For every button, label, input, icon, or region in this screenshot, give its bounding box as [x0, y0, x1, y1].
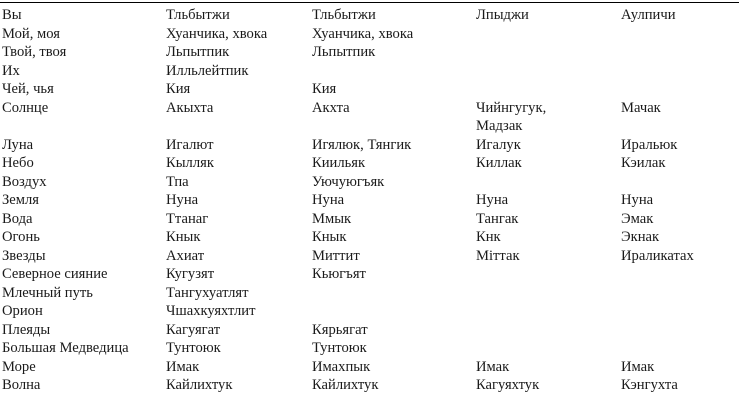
- dialect-1-cell: Кайлихтук: [166, 377, 233, 393]
- russian-cell: Плеяды: [2, 321, 51, 338]
- dialect-3-cell: Чийнгугук, Мадзак: [476, 99, 547, 134]
- dialect-1-cell: Игалют: [166, 136, 214, 153]
- russian-cell: Солнце: [2, 99, 49, 116]
- dialect-4-cell: Имак: [621, 358, 655, 375]
- header-cell-russian: Вы: [2, 7, 22, 23]
- dialect-3-cell: [476, 265, 621, 284]
- dialect-4-cell: [621, 265, 739, 284]
- russian-cell: Луна: [2, 136, 34, 153]
- russian-cell: Орион: [2, 303, 43, 319]
- dialect-1-cell: Ттанаг: [166, 210, 209, 227]
- dialect-3-cell: Кнк: [476, 229, 501, 245]
- table-row: [2, 80, 739, 99]
- dialect-4-cell: Иральюк: [621, 136, 678, 153]
- dialect-1-cell: Кугузят: [166, 266, 215, 282]
- dialect-1-cell: Чшахкуяхтлит: [166, 303, 256, 319]
- dialect-2-cell: Киильяк: [312, 155, 366, 171]
- dialect-3-cell: Имак: [476, 358, 510, 375]
- russian-cell: Воздух: [2, 173, 47, 190]
- dialect-4-cell: Ираликатах: [621, 247, 694, 264]
- dialect-4-cell: [621, 62, 739, 81]
- table-row: [2, 154, 739, 173]
- table-row: [2, 43, 739, 62]
- dialect-3-cell: [476, 25, 621, 44]
- table-row: [2, 210, 739, 229]
- header-cell-dialect-2: Тльбытжи: [312, 7, 376, 23]
- dialect-4-cell: Кэнгухта: [621, 377, 678, 393]
- dialect-2-cell: [312, 62, 476, 81]
- dialect-1-cell: Тпа: [166, 173, 189, 190]
- dialect-4-cell: [621, 321, 739, 340]
- dialect-3-cell: [476, 80, 621, 99]
- dialect-2-cell: Миттит: [312, 247, 360, 264]
- russian-cell: Море: [2, 358, 36, 375]
- table-row: [2, 284, 739, 303]
- dialect-2-cell: Кия: [312, 81, 337, 97]
- dialect-3-cell: Киллак: [476, 155, 522, 171]
- russian-cell: Звезды: [2, 247, 46, 264]
- table-row: [2, 247, 739, 266]
- dialect-1-cell: Ахиат: [166, 247, 205, 264]
- dialect-3-cell: [476, 62, 621, 81]
- table-row: [2, 173, 739, 192]
- dialect-4-cell: [621, 25, 739, 44]
- dialect-1-cell: Кылляк: [166, 155, 214, 171]
- dialect-2-cell: Кярьягат: [312, 321, 368, 338]
- dialect-4-cell: Эмак: [621, 210, 654, 227]
- table-row: [2, 99, 739, 136]
- table-row: [2, 302, 739, 321]
- table-row: [2, 321, 739, 340]
- dialect-3-cell: [476, 284, 621, 303]
- dialect-4-cell: [621, 173, 739, 192]
- dialect-2-cell: Нуна: [312, 192, 345, 208]
- dialect-2-cell: Акхта: [312, 99, 350, 116]
- dialect-2-cell: [312, 302, 476, 321]
- dialect-4-cell: [621, 339, 739, 358]
- dialect-3-cell: [476, 302, 621, 321]
- dialect-4-cell: [621, 43, 739, 62]
- dialect-1-cell: Кнык: [166, 229, 201, 245]
- header-cell-dialect-1: Тльбытжи: [166, 7, 230, 23]
- russian-cell: Вода: [2, 210, 33, 227]
- dialect-1-cell: Тунтоюк: [166, 340, 221, 356]
- dialect-3-cell: [476, 43, 621, 62]
- header-cell-dialect-4: Аулпичи: [621, 7, 676, 23]
- dialect-2-cell: Игялюк, Тянгик: [312, 136, 412, 153]
- russian-cell: Земля: [2, 192, 40, 208]
- russian-cell: Огонь: [2, 229, 40, 245]
- dialect-1-cell: Хуанчика, хвока: [166, 25, 268, 42]
- table-row: [2, 376, 739, 395]
- russian-cell: Большая Медведица: [2, 340, 129, 356]
- dialect-1-cell: Льпытпик: [166, 44, 230, 60]
- dialect-1-cell: Акыхта: [166, 99, 214, 116]
- table-body: [2, 25, 739, 395]
- dialect-1-cell: Имак: [166, 358, 200, 375]
- dialect-4-cell: Нуна: [621, 192, 654, 208]
- dialect-3-cell: Тангак: [476, 210, 519, 227]
- dialect-3-cell: Игалук: [476, 136, 521, 153]
- dialect-2-cell: Кьюгъят: [312, 266, 366, 282]
- dialect-4-cell: [621, 80, 739, 99]
- dialect-1-cell: Тангухуатлят: [166, 284, 249, 301]
- dialect-2-cell: Льпытпик: [312, 44, 376, 60]
- header-cell-dialect-3: Лпыджи: [476, 7, 529, 23]
- dialect-4-cell: Экнак: [621, 229, 660, 245]
- table-row: [2, 358, 739, 377]
- russian-cell: Мой, моя: [2, 25, 60, 42]
- dialect-3-cell: Нуна: [476, 192, 509, 208]
- dialect-2-cell: Тунтоюк: [312, 340, 367, 356]
- table-row: [2, 228, 739, 247]
- dialect-3-cell: [476, 173, 621, 192]
- dialect-4-cell: Кэилак: [621, 155, 666, 171]
- dialect-4-cell: [621, 284, 739, 303]
- dialect-3-cell: [476, 339, 621, 358]
- dialect-4-cell: [621, 302, 739, 321]
- dialect-2-cell: Ммык: [312, 210, 352, 227]
- dialect-2-cell: Хуанчика, хвока: [312, 25, 414, 42]
- table-header: [2, 6, 739, 25]
- table-row: [2, 339, 739, 358]
- russian-cell: Северное сияние: [2, 266, 108, 282]
- table-row: [2, 265, 739, 284]
- russian-cell: Волна: [2, 377, 41, 393]
- russian-cell: Их: [2, 62, 20, 79]
- russian-cell: Млечный путь: [2, 284, 93, 301]
- russian-cell: Небо: [2, 155, 34, 171]
- dialect-4-cell: Мачак: [621, 99, 661, 116]
- vocabulary-table: [2, 6, 739, 395]
- dialect-2-cell: Уючуюгъяк: [312, 173, 385, 190]
- dialect-2-cell: Кайлихтук: [312, 377, 379, 393]
- russian-cell: Твой, твоя: [2, 44, 67, 60]
- table-row: [2, 25, 739, 44]
- top-rule: [0, 2, 739, 3]
- dialect-3-cell: Кагуяхтук: [476, 377, 540, 393]
- dialect-2-cell: Кнык: [312, 229, 347, 245]
- header-row: [2, 6, 739, 25]
- dialect-1-cell: Кия: [166, 81, 191, 97]
- dialect-1-cell: Кагуягат: [166, 321, 221, 338]
- table-row: [2, 62, 739, 81]
- table-row: [2, 191, 739, 210]
- dialect-2-cell: [312, 284, 476, 303]
- russian-cell: Чей, чья: [2, 81, 54, 97]
- table-row: [2, 136, 739, 155]
- dialect-2-cell: Имахпык: [312, 358, 371, 375]
- dialect-3-cell: [476, 321, 621, 340]
- dialect-1-cell: Нуна: [166, 192, 199, 208]
- dialect-3-cell: Міттак: [476, 247, 520, 264]
- dialect-1-cell: Илльлейтпик: [166, 62, 249, 79]
